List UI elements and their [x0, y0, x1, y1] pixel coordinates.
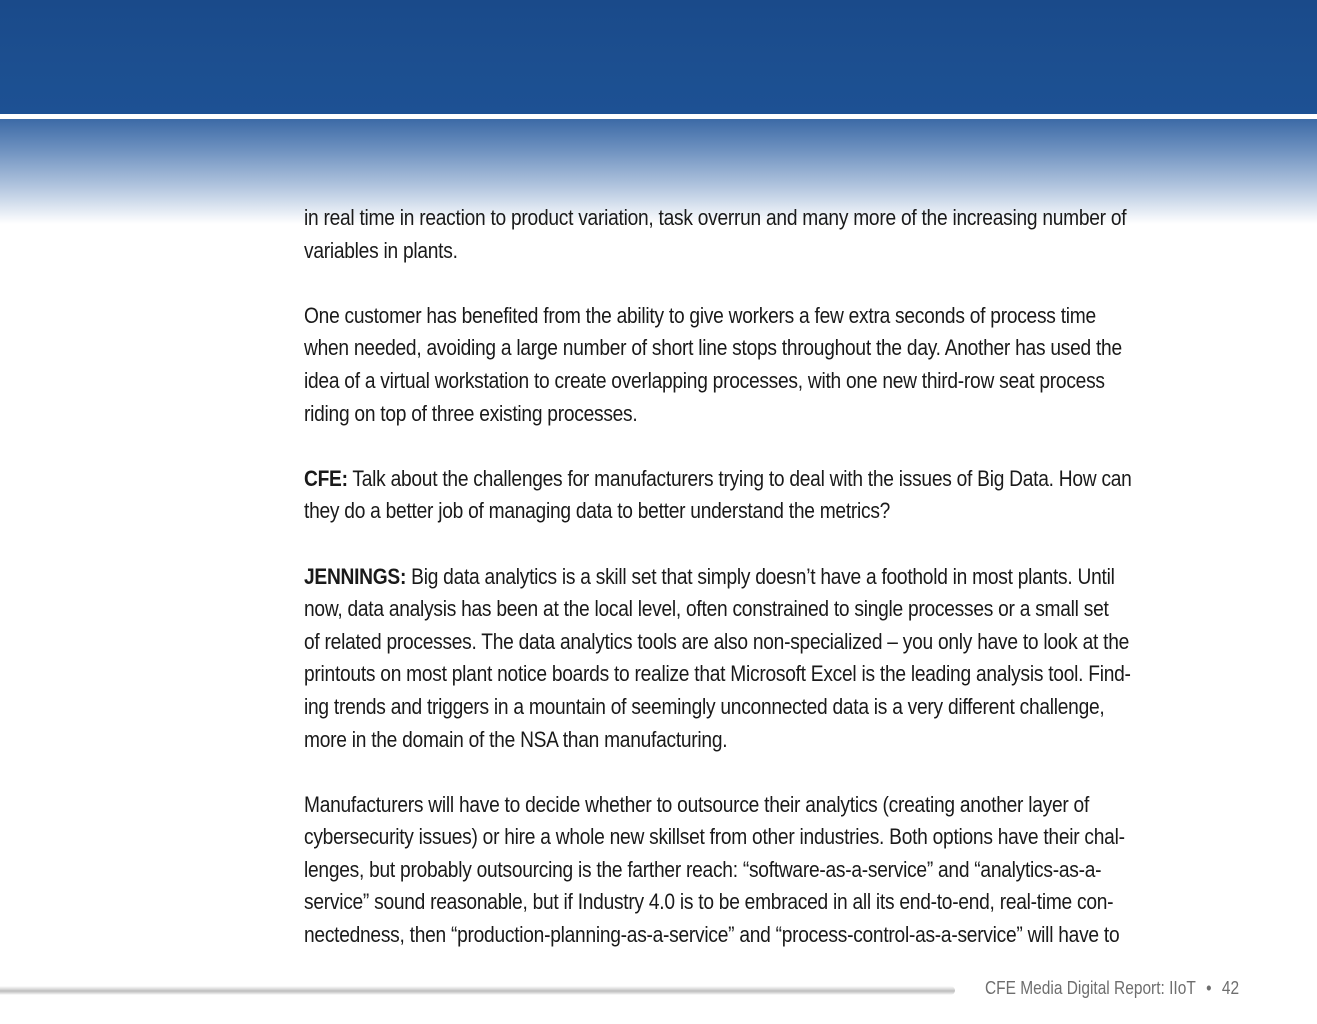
text-line: Manufacturers will have to decide whether to outsource their analytics (creating another layer of	[304, 791, 1090, 817]
answer-paragraph	[304, 561, 1263, 757]
speaker-label: JENNINGS:	[304, 563, 407, 589]
report-title: CFE Media Digital Report: IIoT	[985, 978, 1196, 998]
text-line	[304, 561, 1263, 594]
text-line: nectedness, then “production-planning-as-a-service” and “process-control-as-a-service” will have to	[304, 922, 1120, 948]
text-line: when needed, avoiding a large number of short line stops throughout the day. Another has used the	[304, 335, 1122, 361]
header-banner	[0, 0, 1317, 114]
bullet-separator: •	[1206, 978, 1212, 998]
text-line: of related processes. The data analytics tools are also non-specialized – you only have to look at the	[304, 628, 1130, 654]
paragraph	[304, 300, 1263, 430]
footer-divider	[0, 986, 955, 995]
speaker-label: CFE:	[304, 465, 348, 491]
text-line: riding on top of three existing processes.	[304, 400, 638, 426]
page-number: 42	[1221, 978, 1240, 998]
article-body	[304, 202, 1263, 984]
text-line: now, data analysis has been at the local level, often constrained to single processes or a small set	[304, 596, 1109, 622]
text-line: lenges, but probably outsourcing is the farther reach: “software-as-a-service” and “analytics-as-a-	[304, 856, 1102, 882]
text-line: in real time in reaction to product variation, task overrun and many more of the increasing number of	[304, 205, 1127, 230]
paragraph	[304, 202, 1263, 267]
text-line: cybersecurity issues) or hire a whole new skillset from other industries. Both options have their chal-	[304, 824, 1125, 850]
text-line: they do a better job of managing data to better understand the metrics?	[304, 498, 891, 524]
text-line: printouts on most plant notice boards to realize that Microsoft Excel is the leading analysis tool. Find-	[304, 661, 1131, 687]
text-line: idea of a virtual workstation to create overlapping processes, with one new third-row seat process	[304, 367, 1105, 393]
paragraph	[304, 789, 1263, 952]
text-line: One customer has benefited from the ability to give workers a few extra seconds of process time	[304, 302, 1096, 328]
footer	[985, 978, 1239, 999]
question-paragraph	[304, 463, 1263, 528]
text-line: variables in plants.	[304, 237, 458, 263]
text-line: more in the domain of the NSA than manufacturing.	[304, 726, 728, 752]
text-run: Big data analytics is a skill set that simply doesn’t have a foothold in most plants. Until	[406, 563, 1115, 589]
text-line: service” sound reasonable, but if Industry 4.0 is to be embraced in all its end-to-end, real-time con-	[304, 889, 1114, 915]
text-run: Talk about the challenges for manufacturers trying to deal with the issues of Big Data. How can	[347, 465, 1132, 491]
text-line	[304, 463, 1263, 496]
text-line: ing trends and triggers in a mountain of seemingly unconnected data is a very different challenge,	[304, 693, 1105, 719]
